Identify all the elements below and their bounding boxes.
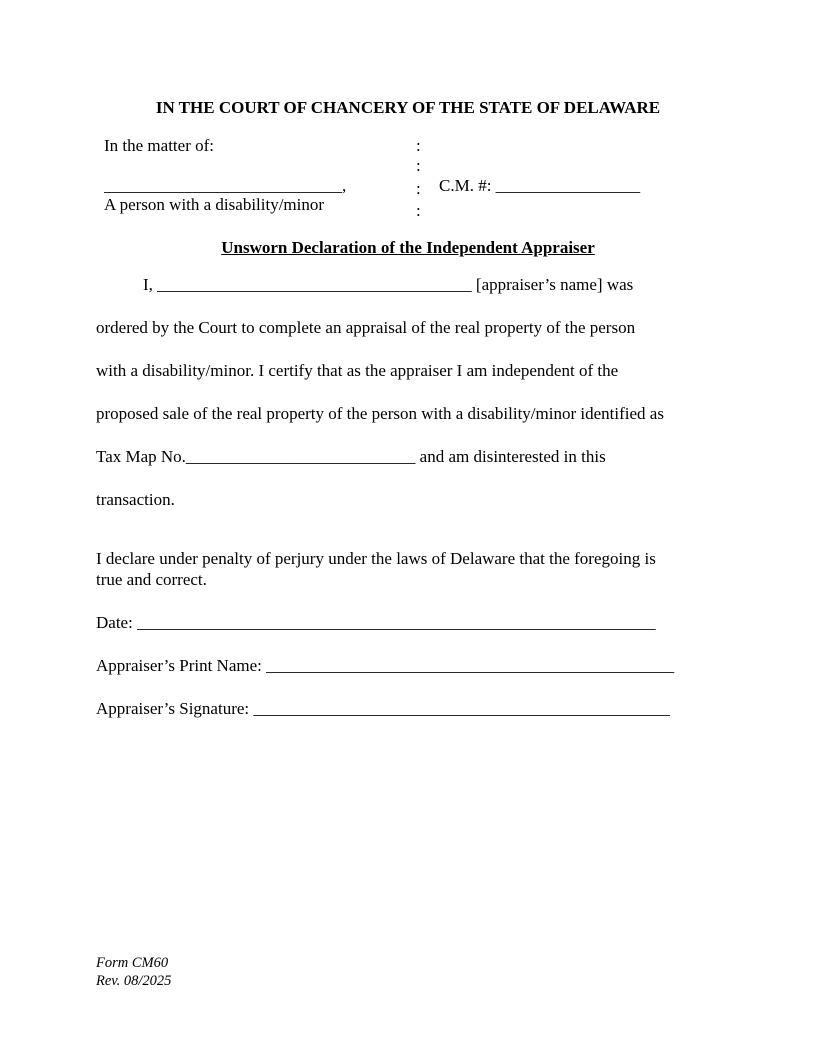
caption-colon: : (416, 179, 421, 198)
declaration-line-2: true and correct. (96, 570, 207, 589)
declaration-line-1: I declare under penalty of perjury under the laws of Delaware that the foregoing is (96, 549, 656, 568)
form-revision: Rev. 08/2025 (96, 973, 172, 989)
body-line-3: with a disability/minor. I certify that as the appraiser I am independent of the (96, 361, 619, 380)
declaration-title (0, 238, 816, 258)
party-label: A person with a disability/minor (104, 195, 325, 214)
caption-colon: : (416, 156, 421, 175)
court-heading: IN THE COURT OF CHANCERY OF THE STATE OF DELAWARE (155, 98, 661, 117)
body-line-4: proposed sale of the real property of the person with a disability/minor identified as (96, 404, 664, 423)
body-line-1: I, _____________________________________ [appraiser’s name] was (143, 275, 634, 294)
signature-field: Appraiser’s Signature: _________________________________________________ (96, 699, 670, 718)
body-line-5: Tax Map No.___________________________ and am disinterested in this (96, 447, 606, 466)
caption-colon: : (416, 201, 421, 220)
party-name-blank: ____________________________, (104, 176, 347, 195)
body-line-2: ordered by the Court to complete an appraisal of the real property of the person (96, 318, 636, 337)
date-field: Date: _____________________________________________________________ (96, 613, 656, 632)
case-number-field: C.M. #: _________________ (439, 176, 641, 195)
in-matter-of-label: In the matter of: (104, 136, 214, 155)
caption-colon: : (416, 136, 421, 155)
body-line-6: transaction. (96, 490, 175, 509)
form-number: Form CM60 (96, 955, 169, 971)
declaration-title-text: Unsworn Declaration of the Independent Appraiser (221, 238, 595, 257)
print-name-field: Appraiser’s Print Name: ________________________________________________ (96, 656, 675, 675)
